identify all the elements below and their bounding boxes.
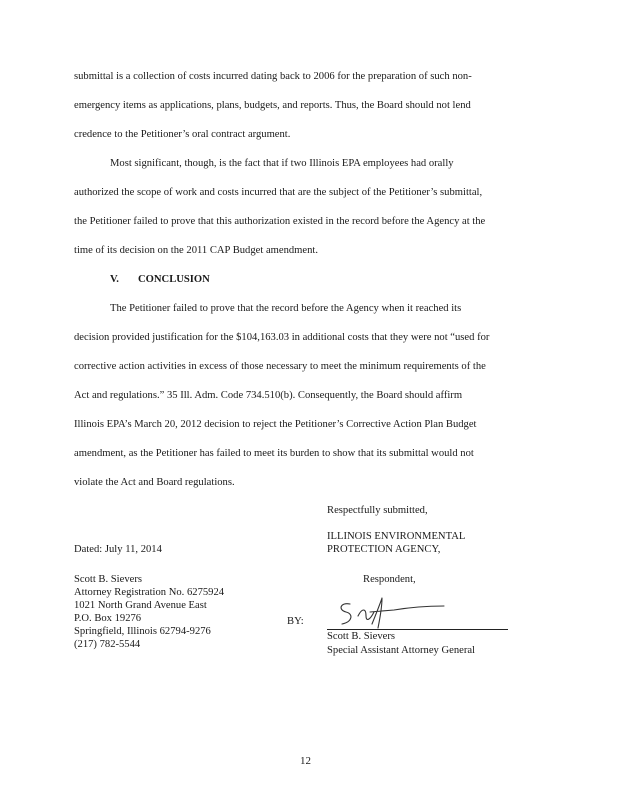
body-line: Most significant, though, is the fact that if two Illinois EPA employees had orally: [110, 158, 454, 169]
conclusion-line: Act and regulations.” 35 Ill. Adm. Code 734.510(b). Consequently, the Board should affirm: [74, 390, 463, 401]
body-line: submittal is a collection of costs incurred dating back to 2006 for the preparation of such non-: [74, 71, 472, 82]
conclusion-line: decision provided justification for the $104,163.03 in additional costs that they were not “used for: [74, 332, 490, 343]
conclusion-line: amendment, as the Petitioner has failed to meet its burden to show that its submittal would not: [74, 448, 474, 459]
agency-name-line2: PROTECTION AGENCY,: [327, 544, 441, 555]
body-line: credence to the Petitioner’s oral contract argument.: [74, 129, 291, 140]
conclusion-line: Illinois EPA’s March 20, 2012 decision to reject the Petitioner’s Corrective Action Plan Budget: [74, 419, 477, 430]
respectfully-submitted: Respectfully submitted,: [327, 505, 428, 516]
conclusion-line: corrective action activities in excess of those necessary to meet the minimum requirements of the: [74, 361, 486, 372]
attorney-line: Scott B. Sievers: [74, 574, 142, 585]
conclusion-line: The Petitioner failed to prove that the record before the Agency when it reached its: [110, 303, 462, 314]
body-line: authorized the scope of work and costs incurred that are the subject of the Petitioner’s submittal,: [74, 187, 483, 198]
attorney-line: Springfield, Illinois 62794-9276: [74, 626, 211, 637]
respondent-label: Respondent,: [363, 574, 416, 585]
body-line: the Petitioner failed to prove that this authorization existed in the record before the Agency at the: [74, 216, 486, 227]
section-number: V.: [110, 274, 119, 285]
signature-line: [327, 629, 508, 630]
signer-title: Special Assistant Attorney General: [327, 645, 475, 656]
page-number: 12: [300, 755, 311, 767]
agency-name-line1: ILLINOIS ENVIRONMENTAL: [327, 531, 466, 542]
handwritten-signature: [336, 594, 446, 634]
attorney-line: P.O. Box 19276: [74, 613, 142, 624]
body-line: time of its decision on the 2011 CAP Budget amendment.: [74, 245, 319, 256]
attorney-line: Attorney Registration No. 6275924: [74, 587, 225, 598]
body-line: emergency items as applications, plans, budgets, and reports. Thus, the Board should not lend: [74, 100, 471, 111]
signer-name: Scott B. Sievers: [327, 631, 395, 642]
conclusion-line: violate the Act and Board regulations.: [74, 477, 235, 488]
section-title: CONCLUSION: [138, 274, 210, 285]
attorney-line: 1021 North Grand Avenue East: [74, 600, 207, 611]
by-label: BY:: [287, 616, 304, 627]
date-line: Dated: July 11, 2014: [74, 544, 162, 555]
attorney-line: (217) 782-5544: [74, 639, 141, 650]
